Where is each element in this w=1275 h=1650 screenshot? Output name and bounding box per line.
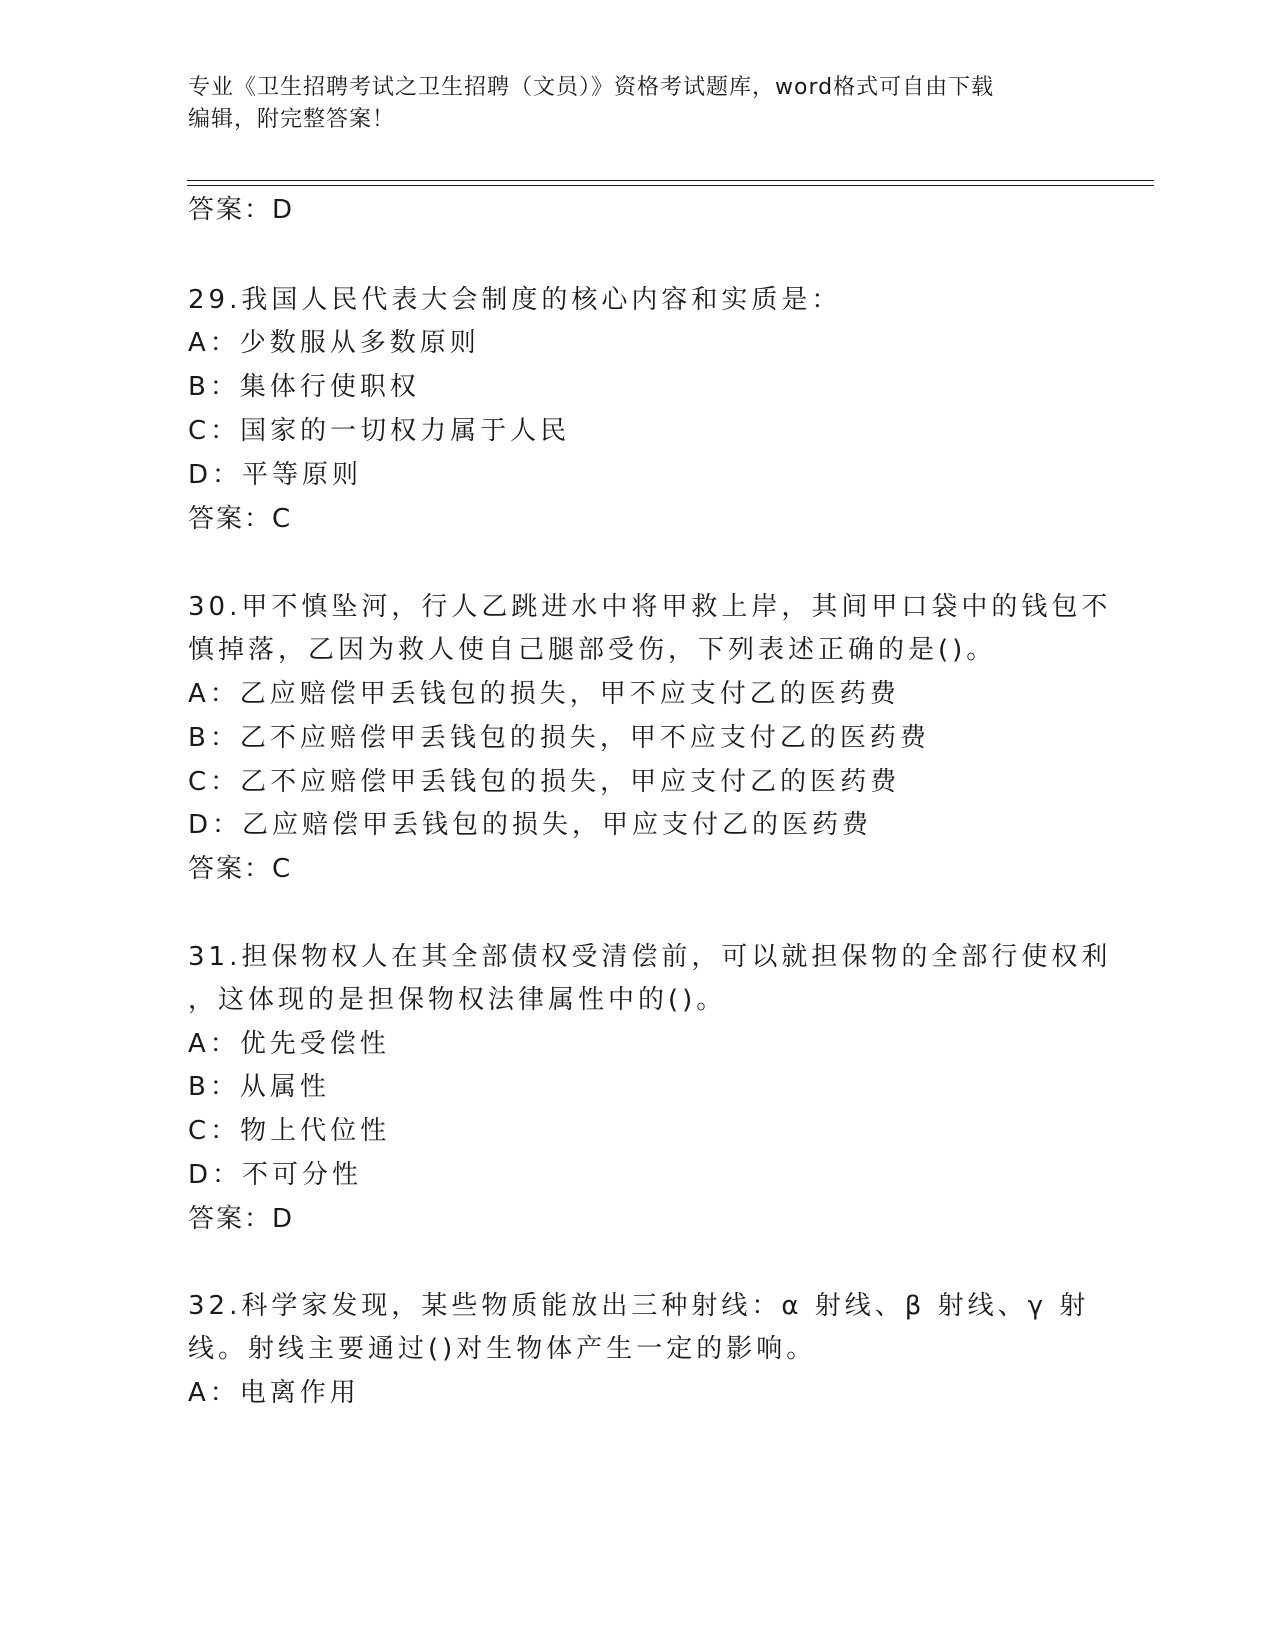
document-header bbox=[188, 72, 1088, 136]
option-d: D：乙应赔偿甲丢钱包的损失，甲应支付乙的医药费 bbox=[188, 810, 873, 840]
option-c: C：物上代位性 bbox=[188, 1116, 391, 1146]
answer: 答案：C bbox=[188, 854, 293, 884]
header-line-1: 专业《卫生招聘考试之卫生招聘（文员）》资格考试题库，word格式可自由下载 bbox=[188, 75, 995, 100]
option-d: D：平等原则 bbox=[188, 460, 363, 490]
option-c: C：国家的一切权力属于人民 bbox=[188, 416, 571, 446]
option-b: B：从属性 bbox=[188, 1072, 330, 1102]
option-c: C：乙不应赔偿甲丢钱包的损失，甲应支付乙的医药费 bbox=[188, 767, 901, 797]
question-stem: 30.甲不慎坠河，行人乙跳进水中将甲救上岸，其间甲口袋中的钱包不 bbox=[188, 592, 1112, 622]
answer: 答案：C bbox=[188, 504, 293, 534]
option-a: A：电离作用 bbox=[188, 1378, 360, 1408]
option-b: B：乙不应赔偿甲丢钱包的损失，甲不应支付乙的医药费 bbox=[188, 723, 930, 753]
option-a: A：少数服从多数原则 bbox=[188, 328, 480, 358]
header-divider-top bbox=[187, 180, 1154, 181]
question-stem: 32.科学家发现，某些物质能放出三种射线：α 射线、β 射线、γ 射 bbox=[188, 1291, 1090, 1321]
previous-answer: 答案：D bbox=[188, 195, 295, 225]
question-stem-continued: 慎掉落，乙因为救人使自己腿部受伤，下列表述正确的是()。 bbox=[188, 635, 997, 665]
option-d: D：不可分性 bbox=[188, 1160, 363, 1190]
answer: 答案：D bbox=[188, 1204, 295, 1234]
question-stem-continued: 线。射线主要通过()对生物体产生一定的影响。 bbox=[188, 1334, 817, 1364]
question-stem: 29.我国人民代表大会制度的核心内容和实质是： bbox=[188, 285, 842, 315]
header-divider-bottom bbox=[187, 185, 1154, 186]
option-b: B：集体行使职权 bbox=[188, 372, 420, 402]
option-a: A：优先受偿性 bbox=[188, 1029, 390, 1059]
question-stem-continued: ，这体现的是担保物权法律属性中的()。 bbox=[188, 985, 727, 1015]
header-line-2: 编辑，附完整答案！ bbox=[188, 107, 396, 132]
question-stem: 31.担保物权人在其全部债权受清偿前，可以就担保物的全部行使权利 bbox=[188, 942, 1112, 972]
option-a: A：乙应赔偿甲丢钱包的损失，甲不应支付乙的医药费 bbox=[188, 679, 900, 709]
